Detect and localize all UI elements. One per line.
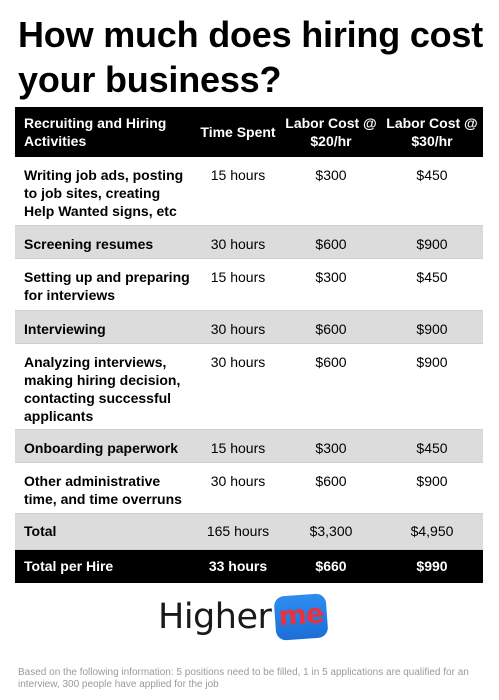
table-row [15, 462, 483, 513]
row-cost-20: $600 [281, 343, 381, 429]
logo-wordmark: Higher [158, 597, 272, 637]
row-time: 15 hours [195, 258, 281, 310]
header-labor-cost-30: Labor Cost @ $30/hr [381, 107, 483, 157]
per-hire-time: 33 hours [195, 549, 281, 583]
total-cost-20: $3,300 [281, 513, 381, 549]
row-cost-30: $900 [381, 310, 483, 343]
row-cost-20: $300 [281, 258, 381, 310]
table-row [15, 225, 483, 258]
row-cost-30: $900 [381, 225, 483, 258]
per-hire-cost-30: $990 [381, 549, 483, 583]
row-time: 30 hours [195, 343, 281, 429]
header-time-spent: Time Spent [195, 107, 281, 157]
total-row [15, 513, 483, 549]
row-cost-20: $600 [281, 462, 381, 513]
table-row [15, 343, 483, 429]
row-activity: Onboarding paperwork [15, 429, 195, 462]
row-time: 30 hours [195, 225, 281, 258]
total-per-hire-row [15, 549, 483, 583]
row-time: 15 hours [195, 429, 281, 462]
row-cost-20: $300 [281, 157, 381, 225]
row-cost-20: $300 [281, 429, 381, 462]
per-hire-cost-20: $660 [281, 549, 381, 583]
row-cost-20: $600 [281, 225, 381, 258]
hiring-cost-table [15, 107, 483, 583]
header-activity: Recruiting and Hiring Activities [15, 107, 195, 157]
row-time: 15 hours [195, 157, 281, 225]
footnote: Based on the following information: 5 positions need to be filled, 1 in 5 applications are qualified for an interview, 300 people have applied for the job [18, 667, 469, 690]
logo-badge-icon [274, 593, 329, 641]
page-title: How much does hiring cost your business? [18, 14, 484, 100]
table-row [15, 258, 483, 310]
row-cost-30: $450 [381, 157, 483, 225]
total-time: 165 hours [195, 513, 281, 549]
row-activity: Setting up and preparing for interviews [15, 258, 195, 310]
row-activity: Interviewing [15, 310, 195, 343]
row-activity: Analyzing interviews, making hiring decision, contacting successful applicants [15, 343, 195, 429]
higherme-logo [158, 592, 358, 642]
total-cost-30: $4,950 [381, 513, 483, 549]
row-cost-30: $450 [381, 258, 483, 310]
row-cost-30: $900 [381, 343, 483, 429]
table-row [15, 429, 483, 462]
row-activity: Screening resumes [15, 225, 195, 258]
logo-badge-text: me [277, 597, 325, 633]
table-header-row [15, 107, 483, 157]
row-activity: Other administrative time, and time overruns [15, 462, 195, 513]
per-hire-label: Total per Hire [15, 549, 195, 583]
row-cost-30: $900 [381, 462, 483, 513]
table-row [15, 157, 483, 225]
total-label: Total [15, 513, 195, 549]
header-labor-cost-20: Labor Cost @ $20/hr [281, 107, 381, 157]
row-activity: Writing job ads, posting to job sites, creating Help Wanted signs, etc [15, 157, 195, 225]
row-cost-20: $600 [281, 310, 381, 343]
table-row [15, 310, 483, 343]
row-time: 30 hours [195, 462, 281, 513]
row-time: 30 hours [195, 310, 281, 343]
row-cost-30: $450 [381, 429, 483, 462]
